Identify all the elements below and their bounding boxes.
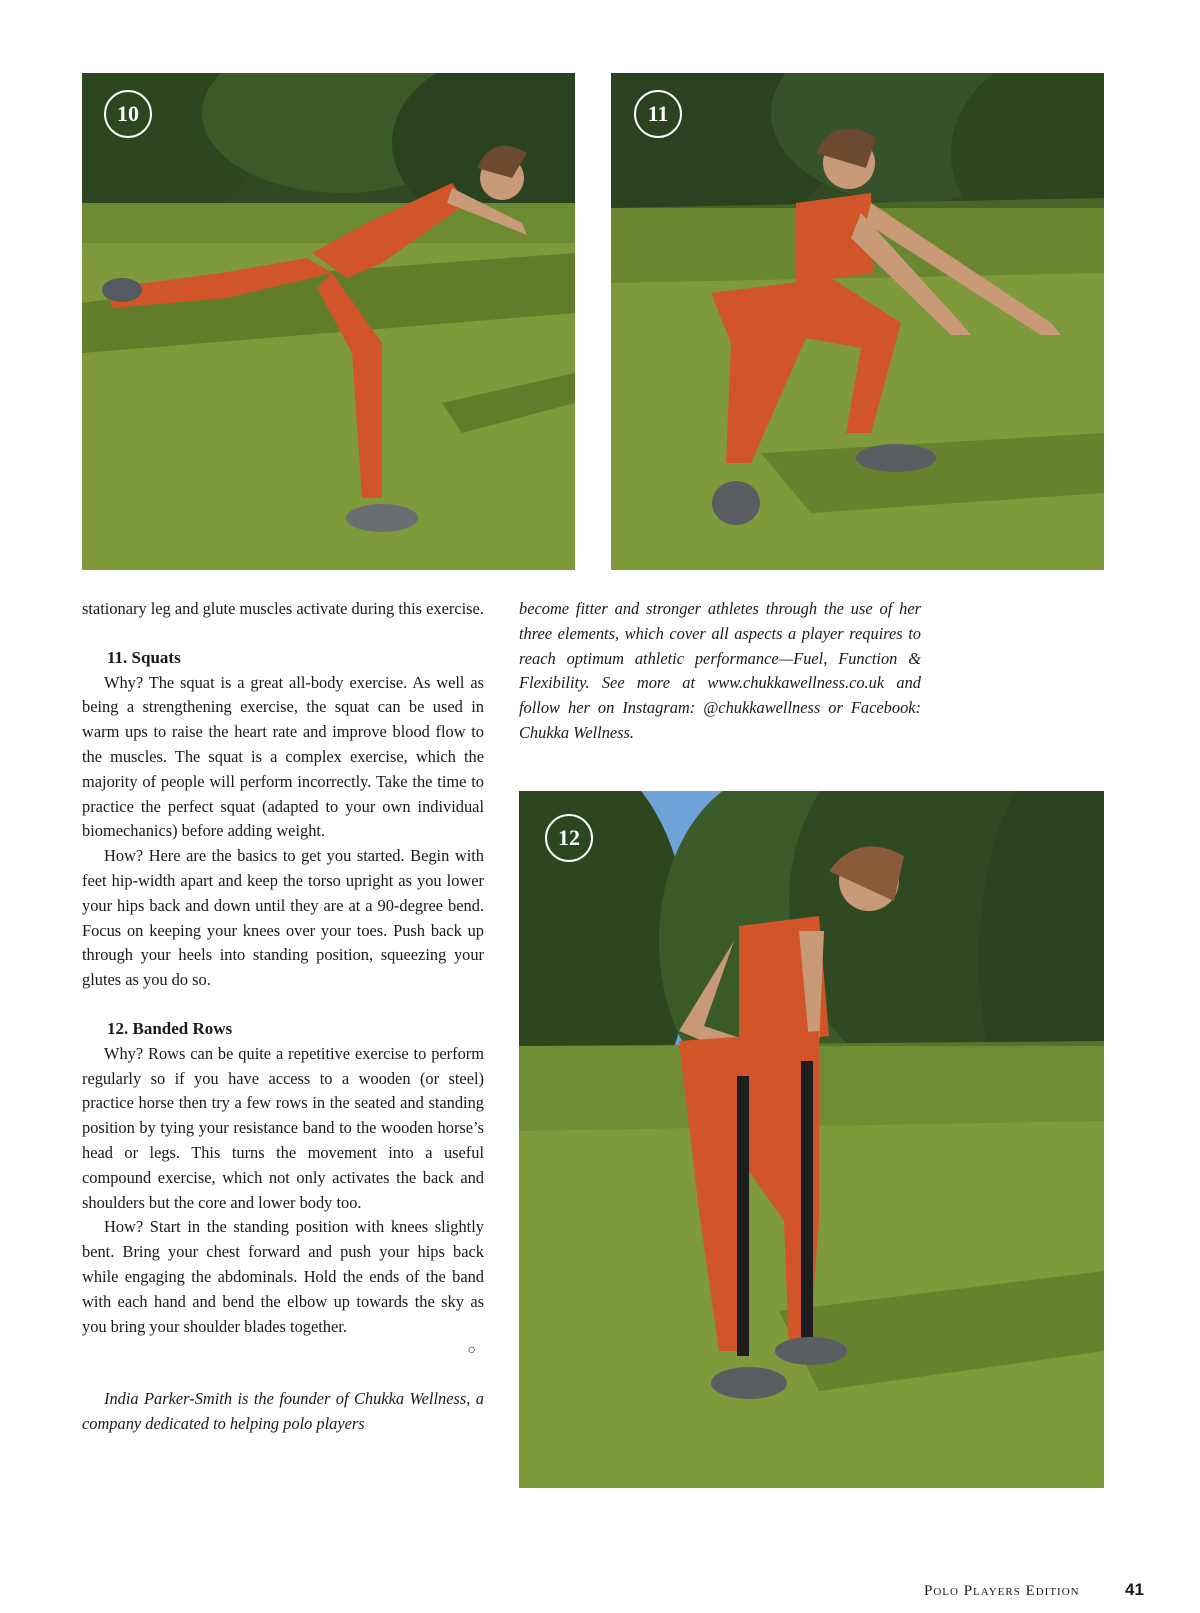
photo-badge-11: 11 xyxy=(634,90,682,138)
author-bio-start: India Parker-Smith is the founder of Chukka Wellness, a company dedicated to helping polo players xyxy=(82,1389,484,1434)
article-end-mark: ○ xyxy=(467,1343,476,1359)
photo-10-image xyxy=(82,73,575,570)
rows-how-paragraph: How? Start in the standing position with knees slightly bent. Bring your chest forward and push your hips back while engaging the abdominals. Hold the ends of the band with each hand and bend the elbow up towards the sky as you bring your shoulder blades together. xyxy=(82,1217,484,1336)
rows-why-paragraph: Why? Rows can be quite a repetitive exercise to perform regularly so if you have access to a wooden (or steel) practice horse then try a few rows in the seated and standing position by tying your resistance band to the wooden horse’s head or legs. This turns the movement into a useful compound exercise, which not only activates the back and shoulders but the core and lower body too. xyxy=(82,1043,484,1212)
photo-exercise-12 xyxy=(519,791,1104,1488)
squats-how-paragraph: How? Here are the basics to get you started. Begin with feet hip-width apart and keep the torso upright as you lower your hips back and down until they are at a 90-degree bend. Focus on keeping your knees over your toes. Push back up through your heels into standing position, squeezing your glutes as you do so. xyxy=(82,846,484,990)
photo-exercise-11 xyxy=(611,73,1104,570)
photo-exercise-10 xyxy=(82,73,575,570)
photo-badge-10: 10 xyxy=(104,90,152,138)
left-column xyxy=(82,597,484,1437)
photo-11-image xyxy=(611,73,1104,570)
photo-badge-12: 12 xyxy=(545,814,593,862)
intro-paragraph: stationary leg and glute muscles activate during this exercise. xyxy=(82,599,484,618)
right-column xyxy=(519,597,921,746)
squats-heading: 11. Squats xyxy=(107,647,181,667)
squats-why-paragraph: Why? The squat is a great all-body exercise. As well as being a strengthening exercise, the squat can be used in warm ups to raise the heart rate and improve blood flow to the muscles. The squat is a complex exercise, which the majority of people will perform incorrectly. Take the time to practice the perfect squat (adapted to your own individual biomechanics) before adding weight. xyxy=(82,672,484,841)
publication-name: Polo Players Edition xyxy=(924,1583,1080,1599)
page-number: 41 xyxy=(1125,1580,1144,1599)
banded-rows-heading: 12. Banded Rows xyxy=(107,1018,233,1038)
photo-12-image xyxy=(519,791,1104,1488)
author-bio-end: become fitter and stronger athletes through the use of her three elements, which cover all aspects a player requires to reach optimum athletic performance—Fuel, Function & Flexibility. See more at www.chukkawellness.co.uk and follow her on Instagram: @chukkawellness or Facebook: Chukka Wellness. xyxy=(519,599,921,742)
